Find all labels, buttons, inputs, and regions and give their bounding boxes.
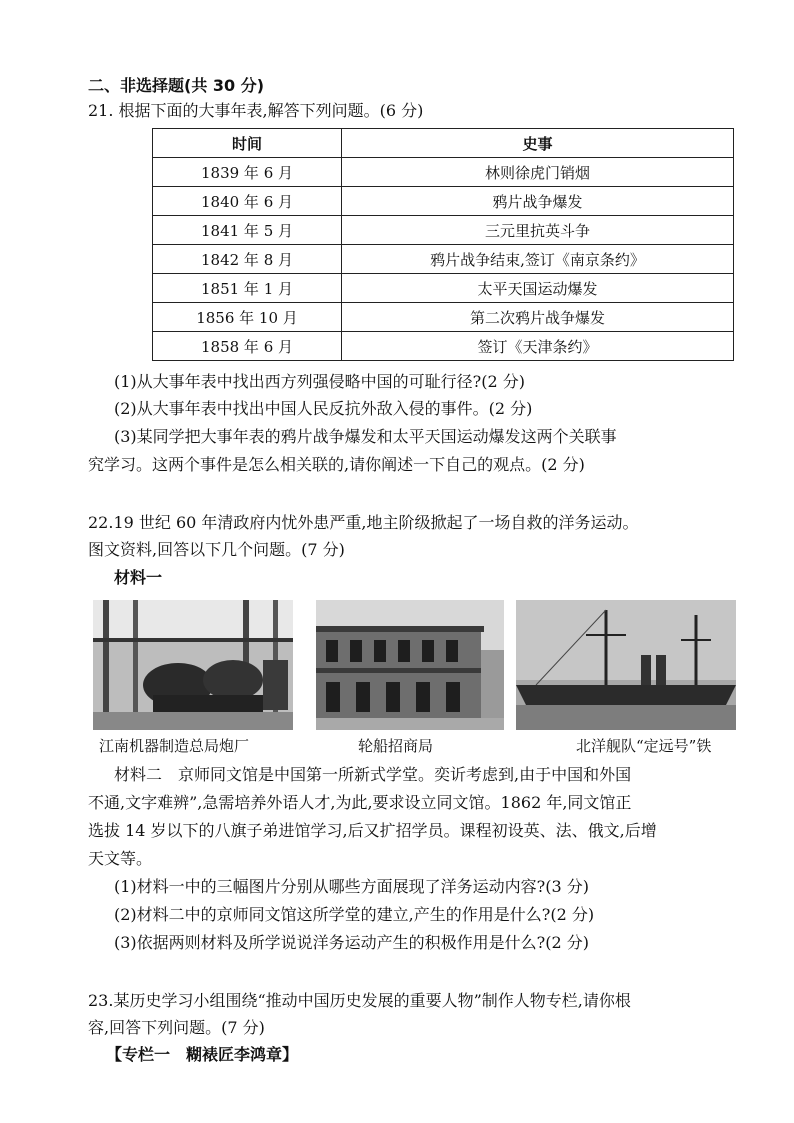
cell-time: 1842 年 8 月 <box>153 245 342 274</box>
cell-event: 鸦片战争爆发 <box>342 187 734 216</box>
cell-time: 1851 年 1 月 <box>153 274 342 303</box>
cell-event: 林则徐虎门销烟 <box>342 158 734 187</box>
material2-line4: 天文等。 <box>88 849 153 868</box>
material2-line2: 不通,文字难辨”,急需培养外语人才,为此,要求设立同文馆。1862 年,同文馆正 <box>88 793 632 812</box>
caption-jiangnan-arsenal: 江南机器制造总局炮厂 <box>99 737 250 755</box>
table-row <box>153 303 734 332</box>
cell-time: 1858 年 6 月 <box>153 332 342 361</box>
q22-sub2: (2)材料二中的京师同文馆这所学堂的建立,产生的作用是什么?(2 分) <box>114 905 595 924</box>
header-time: 时间 <box>153 129 342 158</box>
events-table <box>152 128 734 361</box>
cell-event: 太平天国运动爆发 <box>342 274 734 303</box>
cell-time: 1856 年 10 月 <box>153 303 342 332</box>
column1-title: 【专栏一 糊裱匠李鸿章】 <box>106 1045 299 1064</box>
cell-time: 1839 年 6 月 <box>153 158 342 187</box>
caption-dingyuan-ship: 北洋舰队“定远号”铁 <box>576 737 712 755</box>
table-row <box>153 332 734 361</box>
material1-label: 材料一 <box>114 568 163 587</box>
caption-merchants-bureau: 轮船招商局 <box>358 737 434 755</box>
q21-sub3-line2: 究学习。这两个事件是怎么相关联的,请你阐述一下自己的观点。(2 分) <box>88 455 585 474</box>
cell-event: 签订《天津条约》 <box>342 332 734 361</box>
material2-line3: 选拔 14 岁以下的八旗子弟进馆学习,后又扩招学员。课程初设英、法、俄文,后增 <box>88 821 657 840</box>
table-row <box>153 245 734 274</box>
table-header-row <box>153 129 734 158</box>
q23-stem-line2: 容,回答下列问题。(7 分) <box>88 1018 265 1037</box>
table-row <box>153 274 734 303</box>
photo-jiangnan-arsenal <box>93 600 293 730</box>
cell-event: 鸦片战争结束,签订《南京条约》 <box>342 245 734 274</box>
q22-sub3: (3)依据两则材料及所学说说洋务运动产生的积极作用是什么?(2 分) <box>114 933 589 952</box>
photo-merchants-bureau <box>316 600 504 730</box>
cell-event: 三元里抗英斗争 <box>342 216 734 245</box>
q22-stem-line2: 图文资料,回答以下几个问题。(7 分) <box>88 540 345 559</box>
cell-time: 1840 年 6 月 <box>153 187 342 216</box>
cell-time: 1841 年 5 月 <box>153 216 342 245</box>
section-title: 二、非选择题(共 30 分) <box>88 76 265 95</box>
photo-dingyuan-ship <box>516 600 736 730</box>
cell-event: 第二次鸦片战争爆发 <box>342 303 734 332</box>
q21-sub3-line1: (3)某同学把大事年表的鸦片战争爆发和太平天国运动爆发这两个关联事 <box>114 427 617 446</box>
q21-stem: 21. 根据下面的大事年表,解答下列问题。(6 分) <box>88 101 424 120</box>
header-event: 史事 <box>342 129 734 158</box>
table-row <box>153 158 734 187</box>
table-row <box>153 187 734 216</box>
q21-sub2: (2)从大事年表中找出中国人民反抗外敌入侵的事件。(2 分) <box>114 399 533 418</box>
q23-stem-line1: 23.某历史学习小组围绕“推动中国历史发展的重要人物”制作人物专栏,请你根 <box>88 991 631 1010</box>
q21-sub1: (1)从大事年表中找出西方列强侵略中国的可耻行径?(2 分) <box>114 372 525 391</box>
q22-stem-line1: 22.19 世纪 60 年清政府内忧外患严重,地主阶级掀起了一场自救的洋务运动。 <box>88 513 639 532</box>
q22-sub1: (1)材料一中的三幅图片分别从哪些方面展现了洋务运动内容?(3 分) <box>114 877 589 896</box>
material2-line1: 材料二 京师同文馆是中国第一所新式学堂。奕䜣考虑到,由于中国和外国 <box>114 765 632 784</box>
table-row <box>153 216 734 245</box>
